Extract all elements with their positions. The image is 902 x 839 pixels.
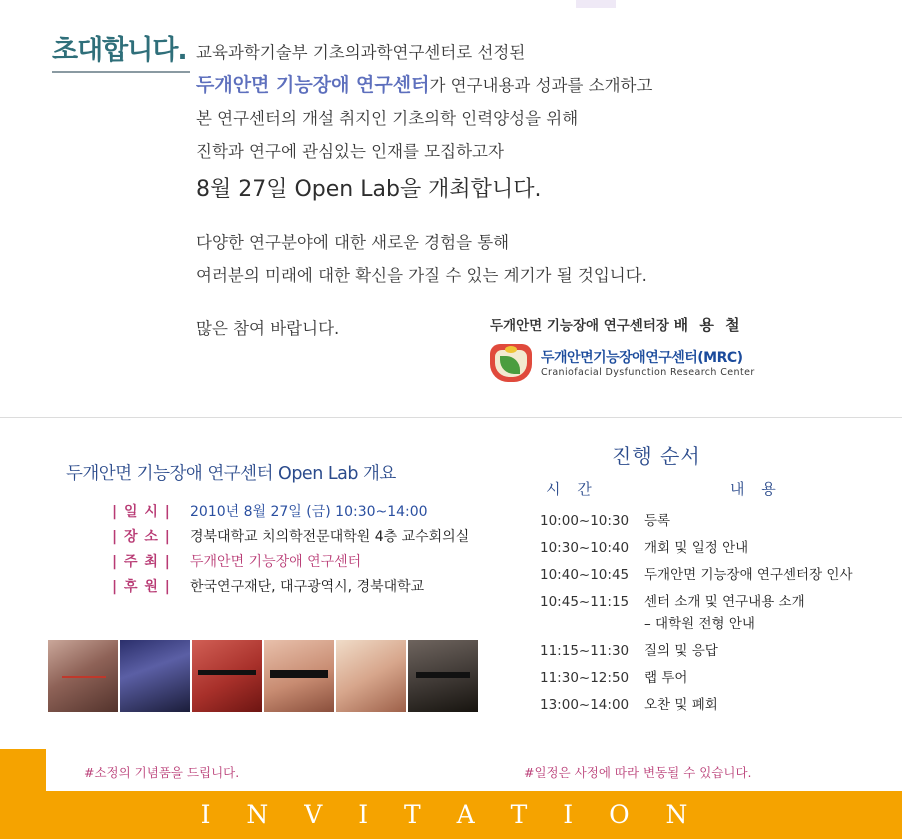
photo-thumbnail-face <box>48 640 118 712</box>
schedule-col-time: 시 간 <box>546 480 598 498</box>
schedule-row <box>540 566 880 585</box>
info-label-place: | 장 소 | <box>112 529 171 545</box>
spacer <box>196 212 856 226</box>
photo-thumbnail-oral <box>192 640 262 712</box>
schedule-time: 13:00~14:00 <box>540 697 630 713</box>
center-logo <box>490 344 755 384</box>
schedule-desc: 질의 및 응답 <box>644 643 718 659</box>
photo-censor-bar <box>270 670 328 678</box>
photo-marker <box>62 676 106 678</box>
schedule-row <box>540 539 880 558</box>
schedule-desc <box>644 593 880 634</box>
photo-thumbnail-profile <box>408 640 478 712</box>
invitation-line-2 <box>196 69 856 102</box>
signature-title: 두개안면 기능장애 연구센터장 <box>490 318 669 334</box>
footnote-schedule-change: #일정은 사정에 따라 변동될 수 있습니다. <box>524 765 752 780</box>
schedule-row <box>540 669 880 688</box>
footer-banner <box>0 791 902 839</box>
invitation-headline: 8월 27일 Open Lab을 개최합니다. <box>196 177 542 202</box>
invitation-line-1: 교육과학기술부 기초의과학연구센터로 선정된 <box>196 43 526 62</box>
photo-censor-bar <box>198 670 256 675</box>
photo-thumbnail-skull <box>120 640 190 712</box>
info-row-date <box>112 500 469 525</box>
invitation-body <box>196 36 856 292</box>
schedule-title: 진행 순서 <box>612 444 701 468</box>
signature-name: 배 용 철 <box>673 316 743 334</box>
corner-accent <box>0 749 46 791</box>
photo-thumbnail-infant <box>264 640 334 712</box>
info-value-host: 두개안면 기능장애 연구센터 <box>190 554 362 570</box>
schedule-row <box>540 512 880 531</box>
schedule-row <box>540 642 880 661</box>
schedule-desc: 오찬 및 폐회 <box>644 697 718 713</box>
logo-text-korean: 두개안면기능장애연구센터(MRC) <box>541 349 743 366</box>
invitation-closing-line-2: 여러분의 미래에 대한 확신을 가질 수 있는 계기가 될 것입니다. <box>196 266 647 285</box>
info-label-host: | 주 최 | <box>112 554 171 570</box>
center-name: 두개안면 기능장애 연구센터 <box>196 74 430 96</box>
schedule-time: 11:15~11:30 <box>540 643 630 659</box>
invitation-line-3: 본 연구센터의 개설 취지인 기초의학 인력양성을 위해 <box>196 109 579 128</box>
schedule-time: 10:00~10:30 <box>540 513 630 529</box>
footer-text: I N V I T A T I O N <box>200 800 702 829</box>
schedule-time: 10:40~10:45 <box>540 567 630 583</box>
invitation-heading: 초대합니다. <box>52 28 190 73</box>
details-section <box>0 418 902 838</box>
invitation-closing: 많은 참여 바랍니다. <box>196 319 340 338</box>
info-value-date: 2010년 8월 27일 (금) 10:30~14:00 <box>190 504 428 520</box>
photo-censor-bar <box>416 672 470 678</box>
schedule-time: 10:45~11:15 <box>540 594 630 610</box>
logo-dot-icon <box>505 346 517 353</box>
schedule-desc: 랩 투어 <box>644 670 688 686</box>
photo-thumbnail-teeth <box>336 640 406 712</box>
overview-title: 두개안면 기능장애 연구센터 Open Lab 개요 <box>66 464 396 484</box>
info-label-date: | 일 시 | <box>112 504 171 520</box>
schedule-col-desc: 내 용 <box>730 480 782 498</box>
overview-info-list <box>112 500 469 600</box>
schedule-list <box>540 512 880 723</box>
footnote-gift: #소정의 기념품을 드립니다. <box>84 765 240 780</box>
info-row-host <box>112 550 469 575</box>
info-row-sponsor <box>112 575 469 600</box>
schedule-time: 11:30~12:50 <box>540 670 630 686</box>
photo-gallery <box>48 640 478 712</box>
schedule-time: 10:30~10:40 <box>540 540 630 556</box>
schedule-desc-sub: – 대학원 전형 안내 <box>644 616 755 632</box>
info-value-sponsor: 한국연구재단, 대구광역시, 경북대학교 <box>190 579 425 595</box>
schedule-desc: 두개안면 기능장애 연구센터장 인사 <box>644 567 853 583</box>
schedule-desc: 등록 <box>644 513 671 529</box>
logo-text-english: Craniofacial Dysfunction Research Center <box>541 366 755 378</box>
schedule-row <box>540 696 880 715</box>
invitation-closing-line-1: 다양한 연구분야에 대한 새로운 경험을 통해 <box>196 233 510 252</box>
signature-line <box>490 314 743 335</box>
info-row-place <box>112 525 469 550</box>
schedule-desc: 개회 및 일정 안내 <box>644 540 749 556</box>
schedule-row <box>540 593 880 634</box>
logo-shield-icon <box>490 344 534 384</box>
schedule-desc-main: 센터 소개 및 연구내용 소개 <box>644 594 805 610</box>
invitation-line-2-tail: 가 연구내용과 성과를 소개하고 <box>429 76 653 95</box>
invitation-section <box>0 0 902 418</box>
info-label-sponsor: | 후 원 | <box>112 579 171 595</box>
invitation-line-4: 진학과 연구에 관심있는 인재를 모집하고자 <box>196 142 504 161</box>
logo-text <box>541 350 755 379</box>
info-value-place: 경북대학교 치의학전문대학원 4층 교수회의실 <box>190 529 470 545</box>
